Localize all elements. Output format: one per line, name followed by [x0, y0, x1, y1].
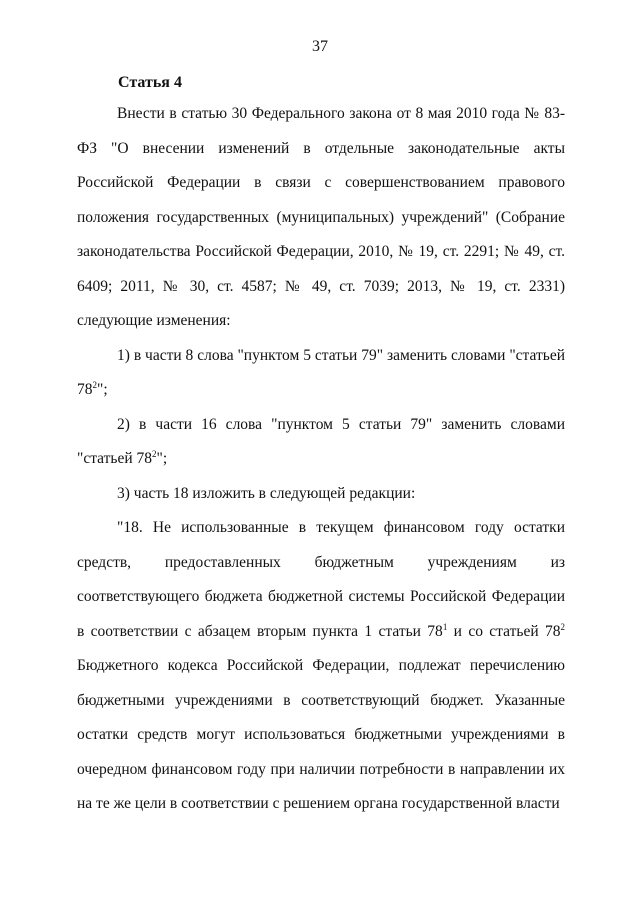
- item-2-tail: ";: [156, 450, 168, 467]
- item-2-paragraph: [77, 408, 565, 477]
- item-2-superscript: 2: [152, 449, 157, 459]
- quote-part-1: "18. Не использованные в текущем финансовом году остатки средств, предоставленных бюджетным учреждениям из соответствующего бюджета бюджетной системы Российской Федерации в соответствии с абзацем вторым пункта 1 статьи 78: [77, 519, 565, 640]
- item-3-paragraph: 3) часть 18 изложить в следующей редакции:: [117, 484, 416, 502]
- item-1-text: 1) в части 8 слова "пунктом 5 статьи 79" заменить словами "статьей 78: [77, 346, 565, 398]
- quote-superscript-2: 2: [560, 621, 565, 632]
- item-1-paragraph: [77, 339, 565, 408]
- item-1-superscript: 2: [92, 380, 97, 390]
- article-heading: Статья 4: [118, 74, 182, 91]
- article-body: [77, 97, 565, 822]
- page-number: 37: [312, 38, 328, 55]
- quote-part-3: Бюджетного кодекса Российской Федерации, подлежат перечислению бюджетными учреждениями в соответствующий бюджет. Указанные остатки средств могут использоваться бюджетными учреждениями в очередном финансовом году при наличии потребности в направлении их на те же цели в соответствии с решением органа государственной власти: [77, 657, 565, 812]
- item-2-text: 2) в части 16 слова "пунктом 5 статьи 79" заменить словами "статьей 78: [77, 415, 565, 467]
- quote-paragraph: [77, 511, 565, 822]
- quote-part-2: и со статьей 78: [447, 622, 561, 640]
- quote-superscript-1: 1: [442, 621, 448, 632]
- item-1-tail: ";: [97, 381, 108, 398]
- intro-paragraph: Внести в статью 30 Федерального закона от 8 мая 2010 года № 83-ФЗ "О внесении изменений в отдельные законодательные акты Российской Федерации в связи с совершенствованием правового положения государственных (муниципальных) учреждений" (Собрание законодательства Российской Федерации, 2010, № 19, ст. 2291; № 49, ст. 6409; 2011, № 30, ст. 4587; № 49, ст. 7039; 2013, № 19, ст. 2331) следующие изменения:: [77, 105, 565, 329]
